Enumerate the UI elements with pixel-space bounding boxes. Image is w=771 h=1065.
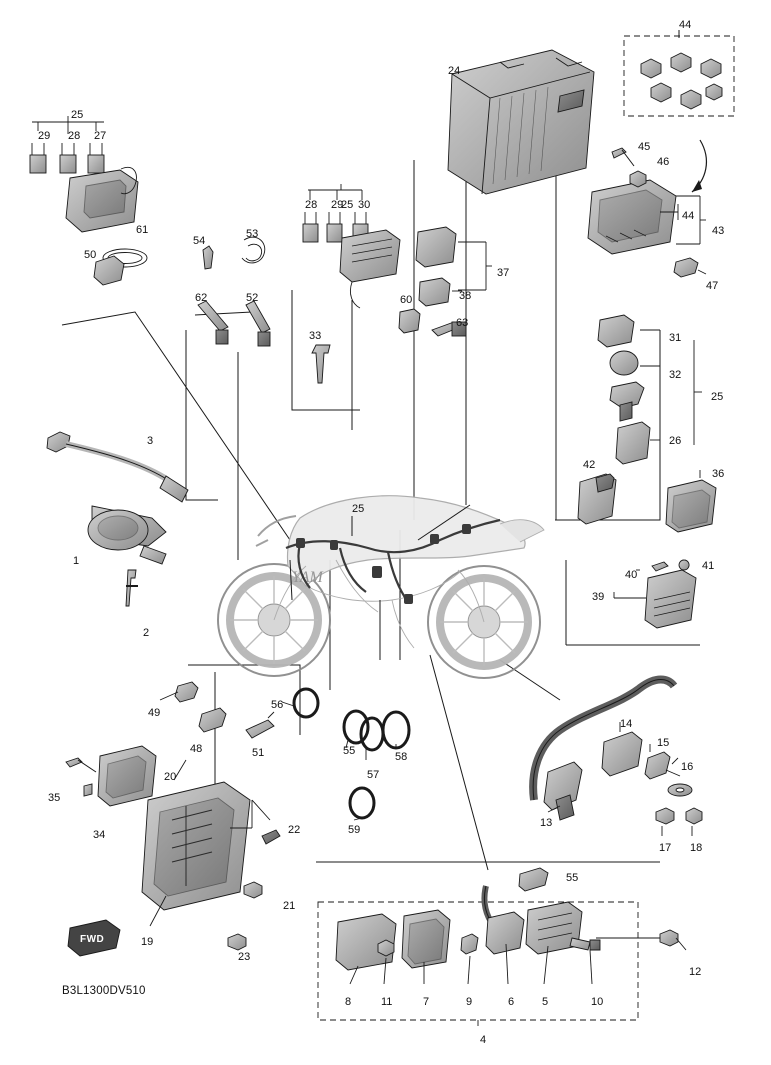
callout-number: 63 [456, 317, 469, 329]
callout-number: 41 [702, 560, 715, 572]
callout-number: 55 [343, 745, 356, 757]
callout-number: 14 [620, 718, 633, 730]
callout-number: 9 [466, 996, 473, 1008]
callout-number: 16 [681, 761, 694, 773]
callout-number: 5 [542, 996, 549, 1008]
callout-number: 19 [141, 936, 154, 948]
callout-number: 11 [381, 996, 393, 1008]
callout-number: 4 [480, 1034, 487, 1046]
callout-number: 3 [147, 435, 154, 447]
callout-number: 37 [497, 267, 510, 279]
callout-number: 18 [690, 842, 703, 854]
callout-number: 10 [591, 996, 604, 1008]
callout-number: 34 [93, 829, 106, 841]
callout-number: 36 [712, 468, 725, 480]
callout-number: 21 [283, 900, 296, 912]
callout-number: 29 [331, 199, 344, 211]
callout-number: 7 [423, 996, 430, 1008]
callout-number: 29 [38, 130, 51, 142]
callout-number: 33 [309, 330, 322, 342]
callout-number: 39 [592, 591, 605, 603]
callout-number: 8 [345, 996, 352, 1008]
callout-number: 26 [669, 435, 682, 447]
callout-number: 44 [682, 210, 695, 222]
callout-number: 45 [638, 141, 651, 153]
callout-number: 25 [71, 109, 84, 121]
callout-number: 25 [711, 391, 724, 403]
callout-number: 50 [84, 249, 97, 261]
callout-number: 32 [669, 369, 682, 381]
callout-number: 58 [395, 751, 408, 763]
callout-number: 24 [448, 65, 461, 77]
callout-number: 1 [73, 555, 80, 567]
callout-number: 12 [689, 966, 702, 978]
callout-number: 35 [48, 792, 61, 804]
callout-number: 2 [143, 627, 150, 639]
callout-number: 6 [508, 996, 515, 1008]
callout-number: 47 [706, 280, 719, 292]
callout-number: 51 [252, 747, 265, 759]
fwd-direction-marker [72, 928, 118, 954]
part-code-label: B3L1300DV510 [62, 985, 146, 997]
callout-number: 30 [358, 199, 371, 211]
callout-number: 20 [164, 771, 177, 783]
callout-number: 43 [712, 225, 725, 237]
callout-number: 42 [583, 459, 596, 471]
callout-number: 56 [271, 699, 284, 711]
callout-number: 23 [238, 951, 251, 963]
callout-number: 40 [625, 569, 638, 581]
callout-number: 46 [657, 156, 670, 168]
callout-number: 52 [246, 292, 259, 304]
callout-number: 59 [348, 824, 361, 836]
callout-number: 13 [540, 817, 553, 829]
callout-number: 31 [669, 332, 682, 344]
callout-number: 25 [352, 503, 365, 515]
fwd-label: FWD [80, 934, 105, 945]
callout-number: 17 [659, 842, 672, 854]
callout-number: 48 [190, 743, 203, 755]
callout-number: 53 [246, 228, 259, 240]
callout-number: 49 [148, 707, 161, 719]
callout-number: 54 [193, 235, 206, 247]
callout-number: 22 [288, 824, 301, 836]
callout-number: 27 [94, 130, 107, 142]
callout-number: 15 [657, 737, 670, 749]
svg-text:YAM: YAM [292, 569, 323, 586]
callout-number: 38 [459, 290, 472, 302]
callout-number: 61 [136, 224, 149, 236]
callout-number: 57 [367, 769, 380, 781]
callout-number: 62 [195, 292, 208, 304]
callout-number: 60 [400, 294, 413, 306]
callout-number: 44 [679, 19, 692, 31]
callout-number: 25 [341, 199, 354, 211]
callout-number: 28 [305, 199, 318, 211]
callout-number: 28 [68, 130, 81, 142]
callout-number: 55 [566, 872, 579, 884]
